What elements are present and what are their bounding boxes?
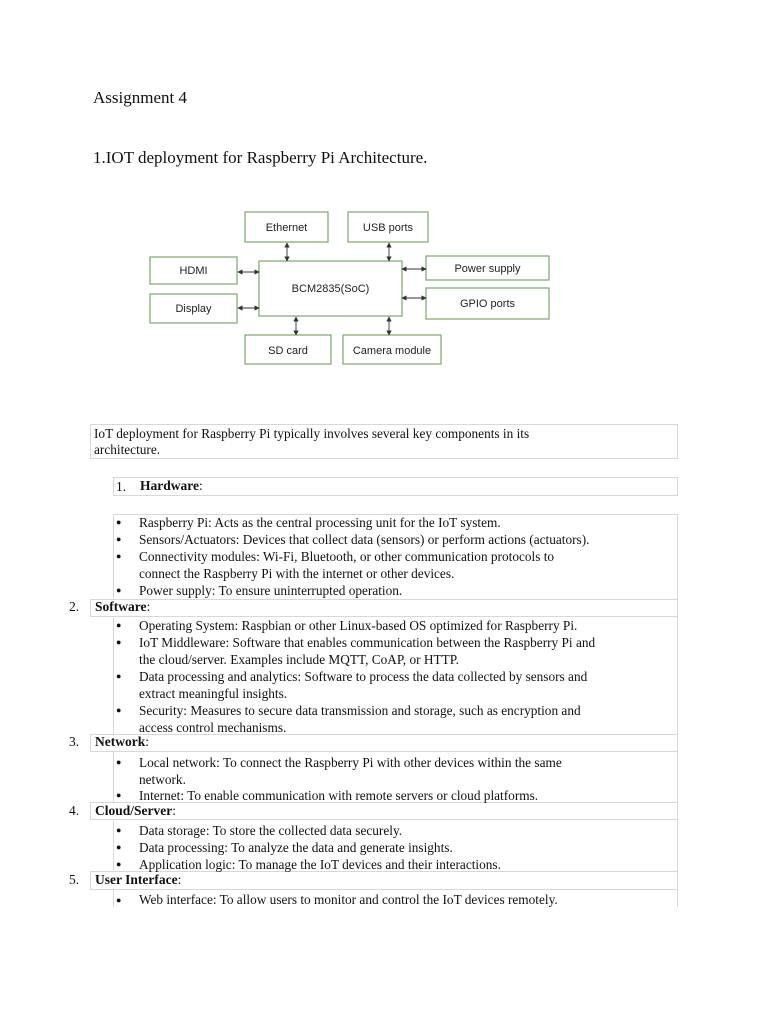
network-item-cont: network. <box>139 772 186 787</box>
usb-ports-label: USB ports <box>362 222 414 234</box>
hardware-item-cont: connect the Raspberry Pi with the internet or other devices. <box>139 566 455 581</box>
hardware-item: Connectivity modules: Wi-Fi, Bluetooth, or other communication protocols to <box>139 549 555 564</box>
hardware-number: 1. <box>116 479 127 494</box>
display-label: Display <box>175 303 212 315</box>
bullet: ● <box>116 895 122 905</box>
hardware-item: Raspberry Pi: Acts as the central processing unit for the IoT system. <box>139 515 501 530</box>
bullet: ● <box>116 859 122 869</box>
bullet: ● <box>116 757 122 767</box>
gpio-ports-label: GPIO ports <box>459 298 516 310</box>
ui-colon: : <box>177 872 182 887</box>
section-heading: 1.IOT deployment for Raspberry Pi Architecture. <box>93 148 428 167</box>
bullet: ● <box>116 534 122 544</box>
network-colon: : <box>145 734 150 749</box>
cloud-number: 4. <box>69 803 80 818</box>
bullet: ● <box>116 671 122 681</box>
network-number: 3. <box>69 734 80 749</box>
intro-line: IoT deployment for Raspberry Pi typically involves several key components in its <box>94 426 530 441</box>
bullet: ● <box>116 637 122 647</box>
power-supply-label: Power supply <box>454 263 521 275</box>
bullet: ● <box>116 620 122 630</box>
network-item: Internet: To enable communication with remote servers or cloud platforms. <box>139 788 539 803</box>
bullet: ● <box>116 842 122 852</box>
cloud-heading-row <box>90 802 678 820</box>
network-item: Local network: To connect the Raspberry Pi with other devices within the same <box>139 755 562 770</box>
cloud-item: Data processing: To analyze the data and generate insights. <box>139 840 453 855</box>
bullet: ● <box>116 585 122 595</box>
bullet: ● <box>116 705 122 715</box>
hardware-colon: : <box>199 478 203 493</box>
bullet: ● <box>116 825 122 835</box>
hardware-label: Hardware <box>140 478 199 493</box>
software-item: IoT Middleware: Software that enables communication between the Raspberry Pi and <box>139 635 596 650</box>
network-heading-row <box>90 734 678 752</box>
document-title: Assignment 4 <box>93 88 187 107</box>
software-heading-row <box>90 599 678 617</box>
cloud-item: Data storage: To store the collected data securely. <box>139 823 403 838</box>
hdmi-label: HDMI <box>179 265 208 277</box>
ui-label: User Interface <box>95 872 178 887</box>
bullet: ● <box>116 517 122 527</box>
software-item-cont: access control mechanisms. <box>139 720 287 735</box>
software-item: Operating System: Raspbian or other Linux-based OS optimized for Raspberry Pi. <box>139 618 578 633</box>
soc-label: BCM2835(SoC) <box>291 283 370 295</box>
software-colon: : <box>146 599 151 614</box>
architecture-diagram <box>118 185 558 395</box>
software-number: 2. <box>69 599 80 614</box>
sd-card-label: SD card <box>268 345 308 357</box>
intro-paragraph <box>90 424 678 459</box>
bullet: ● <box>116 551 122 561</box>
ui-number: 5. <box>69 872 80 887</box>
ui-item: Web interface: To allow users to monitor and control the IoT devices remotely. <box>139 892 558 907</box>
cloud-item: Application logic: To manage the IoT devices and their interactions. <box>139 857 501 872</box>
hardware-item: Sensors/Actuators: Devices that collect data (sensors) or perform actions (actuators). <box>139 532 590 547</box>
software-item: Data processing and analytics: Software to process the data collected by sensors and <box>139 669 588 684</box>
software-label: Software <box>95 599 147 614</box>
software-item-cont: extract meaningful insights. <box>139 686 288 701</box>
software-item: Security: Measures to secure data transmission and storage, such as encryption and <box>139 703 581 718</box>
hardware-item: Power supply: To ensure uninterrupted operation. <box>139 583 403 598</box>
intro-line: architecture. <box>94 442 161 457</box>
bullet: ● <box>116 790 122 800</box>
software-item-cont: the cloud/server. Examples include MQTT, CoAP, or HTTP. <box>139 652 459 667</box>
camera-module-label: Camera module <box>352 345 432 357</box>
network-label: Network <box>95 734 146 749</box>
cloud-label: Cloud/Server <box>95 803 173 818</box>
ethernet-label: Ethernet <box>265 222 308 234</box>
cloud-colon: : <box>172 803 177 818</box>
hardware-heading-row <box>113 477 678 496</box>
